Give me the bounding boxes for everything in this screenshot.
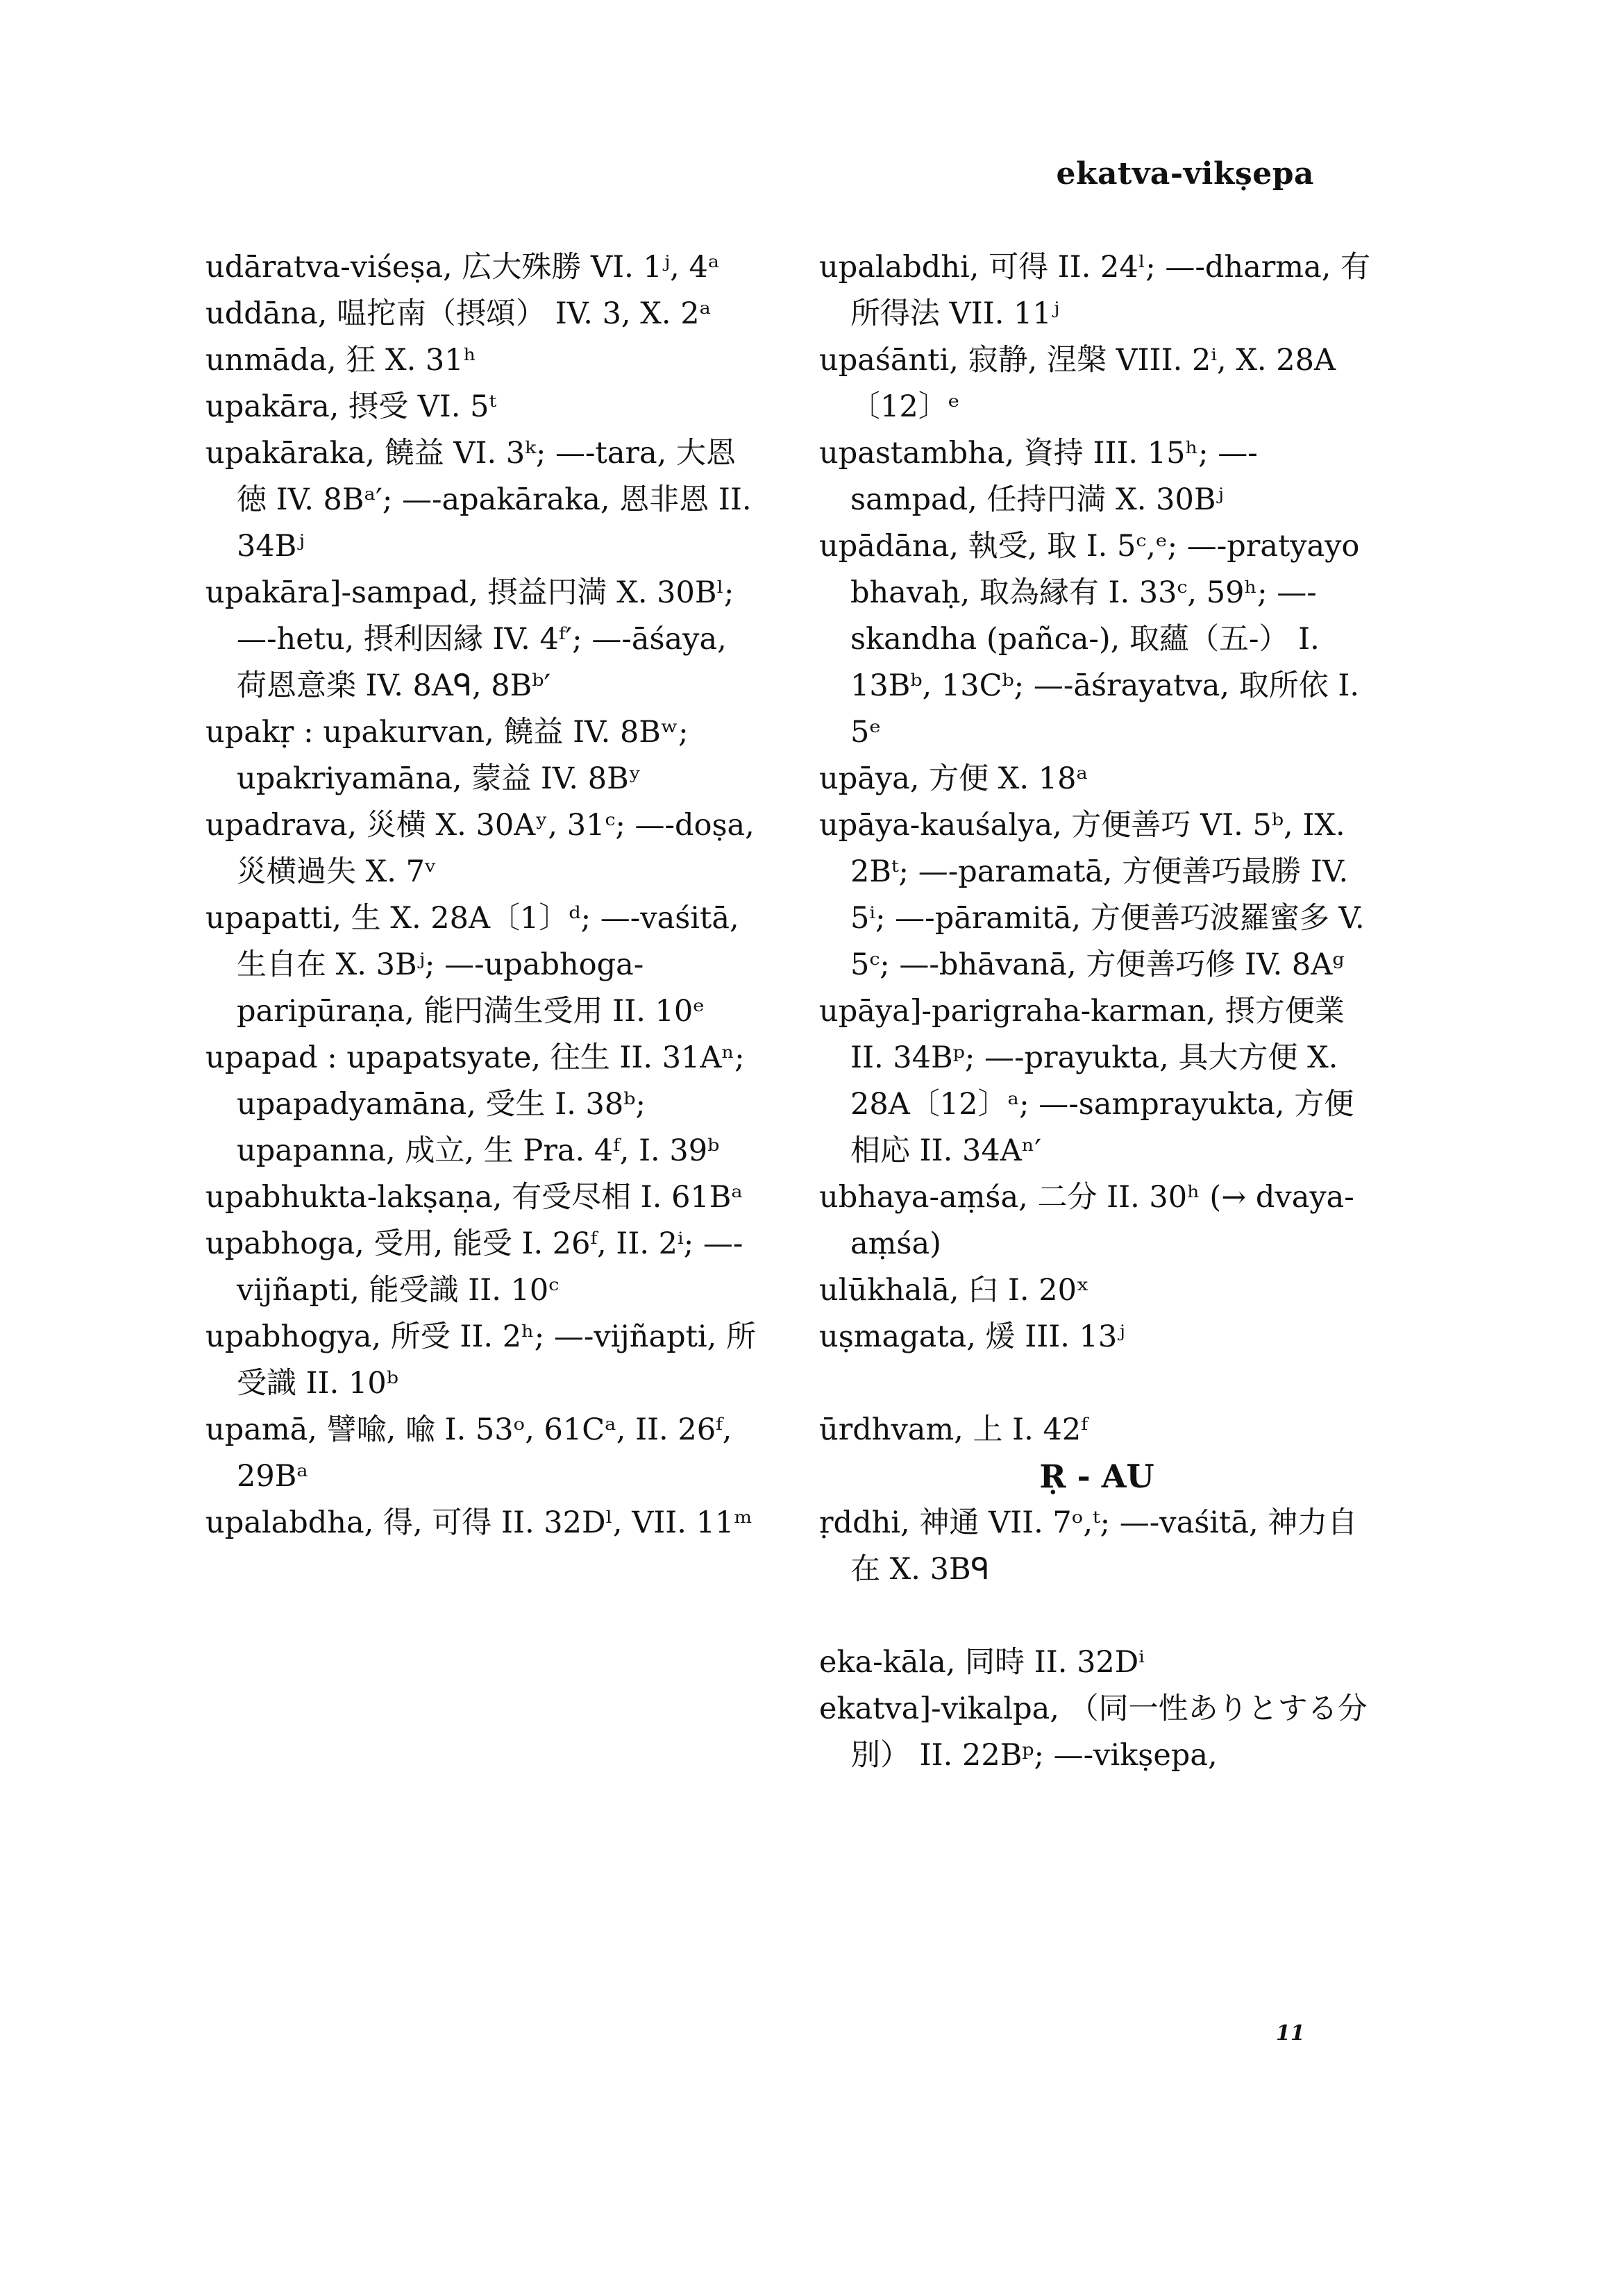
index-entry: upabhogya, 所受 II. 2ʰ; —-vijñapti, 所受識 II. 10ᵇ [205,1319,756,1401]
page-number: 11 [1276,2021,1305,2045]
index-entry: uṣmagata, 煖 III. 13ʲ [819,1319,1125,1354]
index-entry: upāya]-parigraha-karman, 摂方便業 II. 34Bᵖ; —-prayukta, 具大方便 X. 28A〔12〕ᵃ; —-samprayukta, 方便相応 II. 34Aⁿ′ [819,994,1354,1168]
index-entry: upabhukta-lakṣaṇa, 有受尽相 I. 61Bᵃ [205,1180,743,1215]
index-entry: unmāda, 狂 X. 31ʰ [205,343,477,378]
index-entry: upadrava, 災横 X. 30Aʸ, 31ᶜ; —-doṣa, 災横過失 X. 7ᵛ [205,808,755,889]
index-entry: upapatti, 生 X. 28A〔1〕ᵈ; —-vaśitā, 生自在 X. 3Bʲ; —-upabhoga-paripūraṇa, 能円満生受用 II. 10ᵉ [205,901,739,1029]
index-entry: upastambha, 資持 III. 15ʰ; —-sampad, 任持円満 X. 30Bʲ [819,436,1258,517]
index-entry: ūrdhvam, 上 I. 42ᶠ [819,1412,1088,1447]
running-head: ekatva-vikṣepa [1056,156,1314,192]
index-entry: uddāna, 嗢拕南（摂頌） IV. 3, X. 2ᵃ [205,296,712,331]
index-entry: ekatva]-vikalpa, （同一性ありとする分別） II. 22Bᵖ; —-vikṣepa, [819,1691,1368,1773]
index-entry: eka-kāla, 同時 II. 32Dⁱ [819,1645,1145,1680]
index-entry: upalabdha, 得, 可得 II. 32Dˡ, VII. 11ᵐ [205,1505,752,1540]
index-entry: upakāra]-sampad, 摂益円満 X. 30Bˡ; —-hetu, 摂利因縁 IV. 4ᶠ′; —-āśaya, 荷恩意楽 IV. 8Aᑫ, 8Bᵇ′ [205,575,734,703]
index-entry: ṛddhi, 神通 VII. 7ᵒ,ᵗ; —-vaśitā, 神力自在 X. 3Bᑫ [819,1505,1358,1587]
index-entry: upamā, 譬喩, 喩 I. 53ᵒ, 61Cᵃ, II. 26ᶠ, 29Bᵃ [205,1412,732,1494]
index-entry: upakāraka, 饒益 VI. 3ᵏ; —-tara, 大恩徳 IV. 8Bᵃ′; —-apakāraka, 恩非恩 II. 34Bʲ [205,436,752,564]
index-column-right [819,244,1374,1779]
index-entry: upabhoga, 受用, 能受 I. 26ᶠ, II. 2ⁱ; —-vijñapti, 能受識 II. 10ᶜ [205,1226,743,1308]
index-entry: upalabdhi, 可得 II. 24ˡ; —-dharma, 有所得法 VII. 11ʲ [819,250,1371,331]
index-entry: upakāra, 摂受 VI. 5ᵗ [205,389,497,424]
index-entry: upaśānti, 寂静, 涅槃 VIII. 2ⁱ, X. 28A〔12〕ᵉ [819,343,1336,424]
index-entry: upāya, 方便 X. 18ᵃ [819,761,1088,796]
index-entry: udāratva-viśeṣa, 広大殊勝 VI. 1ʲ, 4ᵃ [205,250,720,285]
index-entry: ubhaya-aṃśa, 二分 II. 30ʰ (→ dvaya-aṃśa) [819,1180,1354,1261]
index-entry: upapad : upapatsyate, 往生 II. 31Aⁿ; upapadyamāna, 受生 I. 38ᵇ; upapanna, 成立, 生 Pra. 4ᶠ, I. 39ᵇ [205,1040,745,1168]
index-entry: upāya-kauśalya, 方便善巧 VI. 5ᵇ, IX. 2Bᵗ; —-paramatā, 方便善巧最勝 IV. 5ⁱ; —-pāramitā, 方便善巧波羅蜜多 V. 5ᶜ; —-bhāvanā, 方便善巧修 IV. 8Aᵍ [819,808,1365,982]
index-entry: ulūkhalā, 臼 I. 20ˣ [819,1273,1090,1308]
index-column-left [205,244,761,1546]
index-entry: upakṛ : upakurvan, 饒益 IV. 8Bʷ; upakriyamāna, 蒙益 IV. 8Bʸ [205,715,689,796]
index-entry: upādāna, 執受, 取 I. 5ᶜ,ᵉ; —-pratyayo bhavaḥ, 取為縁有 I. 33ᶜ, 59ʰ; —-skandha (pañca-), 取蘊（五-） I. 13Bᵇ, 13Cᵇ; —-āśrayatva, 取所依 I. 5ᵉ [819,529,1360,750]
section-heading: Ṛ - AU [1039,1458,1154,1495]
